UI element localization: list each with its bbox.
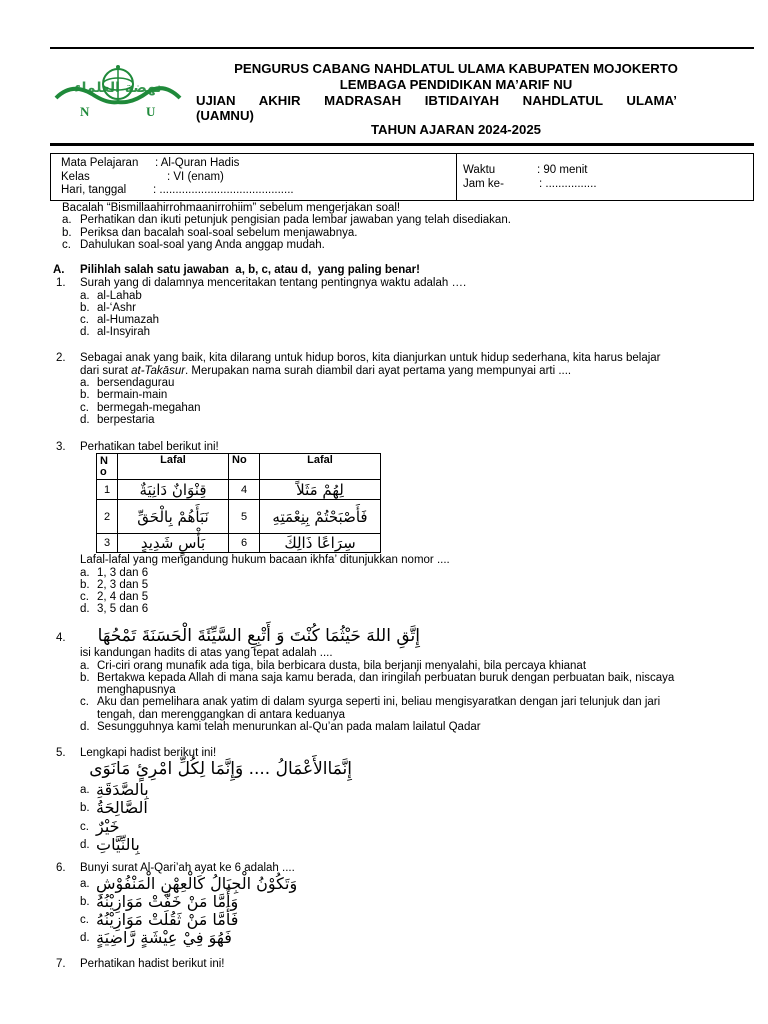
question-number: 2. bbox=[56, 352, 66, 364]
question-number: 3. bbox=[56, 441, 66, 453]
period-value: : ................ bbox=[539, 177, 597, 190]
question-3-prompt bbox=[0, 554, 768, 616]
table-cell-arabic: فَأَصْبَحْتُمْ بِنِعْمَتِهِ bbox=[260, 500, 381, 534]
option-text: 2, 4 dan 5 bbox=[97, 591, 149, 604]
instruction-item: Periksa dan bacalah soal-soal sebelum menjawabnya. bbox=[80, 226, 358, 239]
option-letter: b. bbox=[80, 802, 90, 814]
logo-arabic: نهضة العلماء bbox=[74, 80, 162, 96]
table-row bbox=[97, 480, 381, 500]
option-text: 2, 3 dan 5 bbox=[97, 578, 149, 591]
option-letter: b. bbox=[80, 301, 90, 314]
option-arabic: فَهُوَ فِيْ عِيْشَةٍ رَّاضِيَةٍ bbox=[96, 928, 232, 947]
hadith-arabic: إِنَّمَاالأَعْمَالُ .... وَإِنَّمَا لِكُلِّ امْرِئٍ مَانَوَى bbox=[89, 759, 352, 779]
instructions-list bbox=[0, 214, 768, 252]
header-organization: PENGURUS CABANG NAHDLATUL ULAMA KABUPATEN MOJOKERTO bbox=[234, 61, 678, 76]
table-row bbox=[97, 500, 381, 534]
option-letter: c. bbox=[80, 696, 89, 709]
hadith-arabic: إِتَّقِ اللهَ حَيْثُمَا كُنْتَ وَ أَتْبِعِ السَّيِّئَةَ الْحَسَنَةَ تَمْحُهَا bbox=[97, 626, 420, 646]
option-letter: d. bbox=[80, 839, 90, 851]
header-rule bbox=[50, 143, 754, 146]
option-arabic: وَتَكُوْنُ الْجِبَالُ كَالْعِهْنِ الْمَنْفُوْشِ bbox=[96, 874, 298, 893]
question-1 bbox=[0, 277, 768, 339]
subject-label: Mata Pelajaran bbox=[61, 157, 139, 169]
table-cell-arabic: قِنْوَانٌ دَانِيَةٌ bbox=[118, 480, 229, 500]
option-arabic: فَأَمَّا مَنْ ثَقُلَتْ مَوَازِيْنُهُ bbox=[96, 910, 239, 929]
option-text: bermegah-megahan bbox=[97, 401, 201, 414]
option-text: Cri-ciri orang munafik ada tiga, bila berbicara dusta, bila berjanji menyalahi, bila percaya khianat bbox=[97, 659, 587, 672]
question-text-cont: dari surat bbox=[80, 364, 132, 377]
question-text-cont: . Merupakan nama surah diambil dari ayat pertama yang mempunyai arti .... bbox=[185, 364, 572, 377]
lafal-table bbox=[96, 453, 381, 553]
question-text: Perhatikan tabel berikut ini! bbox=[80, 441, 219, 453]
class-value: : VI (enam) bbox=[167, 170, 224, 183]
top-rule bbox=[50, 47, 754, 49]
info-right bbox=[463, 164, 597, 191]
question-number: 1. bbox=[56, 277, 66, 289]
time-label: Waktu bbox=[463, 164, 496, 176]
question-text: Lafal-lafal yang mengandung hukum bacaan ikhfa’ ditunjukkan nomor .... bbox=[80, 554, 450, 566]
date-label: Hari, tanggal bbox=[61, 184, 127, 196]
option-letter: d. bbox=[80, 603, 90, 616]
option-text: berpestaria bbox=[97, 413, 155, 426]
table-cell: 3 bbox=[97, 534, 118, 553]
option-arabic: بِالنِّيَّاتِ bbox=[96, 835, 140, 854]
info-left bbox=[61, 157, 294, 198]
option-text: Sesungguhnya kami telah menurunkan al-Qu’an pada malam lailatul Qadar bbox=[97, 720, 481, 733]
period-label: Jam ke- bbox=[463, 177, 504, 190]
option-letter: b. bbox=[80, 671, 90, 684]
exam-info-box bbox=[50, 153, 754, 201]
option-letter: a. bbox=[80, 289, 90, 302]
option-text: 3, 5 dan 6 bbox=[97, 603, 149, 616]
instruction-letter: a. bbox=[62, 214, 72, 226]
table-cell-arabic: سِرَاعًا ذَالِكَ bbox=[260, 534, 381, 553]
date-value: : .......................................... bbox=[153, 184, 294, 196]
option-letter: d. bbox=[80, 326, 90, 339]
question-text: isi kandungan hadits di atas yang tepat adalah .... bbox=[80, 647, 333, 659]
option-letter: c. bbox=[80, 401, 89, 414]
question-number: 6. bbox=[56, 862, 66, 874]
question-6 bbox=[0, 862, 768, 875]
question-2 bbox=[0, 352, 768, 426]
header-exam-title: UJIAN AKHIR MADRASAH IBTIDAIYAH NAHDLATUL ULAMA’ bbox=[196, 93, 677, 108]
table-cell: 4 bbox=[229, 480, 260, 500]
logo-letter-n: N bbox=[80, 104, 90, 119]
table-cell: 1 bbox=[97, 480, 118, 500]
option-letter: d. bbox=[80, 413, 90, 426]
option-arabic: بِالصَّدَقَةِ bbox=[96, 780, 149, 799]
option-text: al-Insyirah bbox=[97, 326, 151, 339]
option-arabic: خَيْرٌ bbox=[96, 817, 120, 836]
option-text-cont: menghapusnya bbox=[97, 684, 176, 697]
option-letter: b. bbox=[80, 578, 90, 591]
table-cell: 5 bbox=[229, 500, 260, 534]
option-letter: c. bbox=[80, 914, 89, 926]
table-header: Lafal bbox=[118, 454, 229, 480]
table-header: N o bbox=[97, 454, 118, 480]
option-letter: a. bbox=[80, 784, 90, 796]
option-text: bermain-main bbox=[97, 389, 168, 402]
question-number: 5. bbox=[56, 747, 66, 759]
option-text-cont: tengah, dan merenggangkan di antara keduanya bbox=[97, 708, 346, 721]
option-letter: c. bbox=[80, 821, 89, 833]
option-letter: c. bbox=[80, 314, 89, 327]
instruction-letter: c. bbox=[62, 239, 71, 251]
question-text: Surah yang di dalamnya menceritakan tentang pentingnya waktu adalah …. bbox=[80, 277, 467, 289]
time-value: : 90 menit bbox=[537, 164, 588, 176]
option-letter: a. bbox=[80, 566, 90, 579]
option-text: bersendagurau bbox=[97, 377, 175, 389]
option-letter: a. bbox=[80, 878, 90, 890]
question-text: Lengkapi hadist berikut ini! bbox=[80, 747, 217, 759]
section-title: Pilihlah salah satu jawaban a, b, c, atau d, yang paling benar! bbox=[80, 264, 420, 276]
question-number: 7. bbox=[56, 958, 66, 970]
option-text: al-Lahab bbox=[97, 289, 142, 302]
question-4 bbox=[0, 647, 768, 733]
option-letter: b. bbox=[80, 896, 90, 908]
option-text: Bertakwa kepada Allah di mana saja kamu berada, dan iringilah perbuatan buruk dengan perbuatan baik, niscaya bbox=[97, 671, 675, 684]
instruction-item: Perhatikan dan ikuti petunjuk pengisian pada lembar jawaban yang telah disediakan. bbox=[80, 214, 511, 226]
option-letter: d. bbox=[80, 720, 90, 733]
option-text: 1, 3 dan 6 bbox=[97, 566, 149, 579]
table-cell: 2 bbox=[97, 500, 118, 534]
header-exam-abbr: (UAMNU) bbox=[196, 108, 254, 123]
option-letter: a. bbox=[80, 659, 90, 672]
table-header: No bbox=[229, 454, 260, 480]
instruction-item: Dahulukan soal-soal yang Anda anggap mudah. bbox=[80, 239, 325, 251]
table-cell-arabic: لِهُمْ مَثَلاً bbox=[260, 480, 381, 500]
subject-value: : Al-Quran Hadis bbox=[155, 157, 240, 169]
option-arabic: وَأَمَّا مَنْ خَفَّتْ مَوَازِيْنُهُ bbox=[96, 892, 239, 911]
surah-name: at-Takāsur bbox=[131, 364, 186, 377]
class-label: Kelas bbox=[61, 170, 90, 183]
question-number: 4. bbox=[56, 632, 66, 644]
table-header: Lafal bbox=[260, 454, 381, 480]
option-letter: d. bbox=[80, 932, 90, 944]
question-text: Perhatikan hadist berikut ini! bbox=[80, 958, 225, 970]
option-text: al-‘Ashr bbox=[97, 301, 136, 314]
option-letter: a. bbox=[80, 377, 90, 389]
option-letter: b. bbox=[80, 389, 90, 402]
section-label: A. bbox=[53, 264, 65, 276]
header-school-year: TAHUN AJARAN 2024-2025 bbox=[370, 122, 542, 137]
option-letter: c. bbox=[80, 591, 89, 604]
option-arabic: الصَّالِحَةُ bbox=[96, 798, 148, 817]
table-row bbox=[97, 534, 381, 553]
table-header-row bbox=[97, 454, 381, 480]
question-7 bbox=[0, 958, 768, 971]
instructions-intro: Bacalah “Bismillaahirrohmaanirrohiim” sebelum mengerjakan soal! bbox=[62, 202, 401, 214]
nu-logo bbox=[52, 64, 184, 124]
question-text: Bunyi surat Al-Qari’ah ayat ke 6 adalah .... bbox=[80, 862, 295, 874]
instruction-letter: b. bbox=[62, 226, 72, 239]
table-cell-arabic: نَبَأَهُمْ بِالْحَقِّ bbox=[118, 500, 229, 534]
option-text: Aku dan pemelihara anak yatim di dalam syurga seperti ini, beliau mengisyaratkan dengan jari telunjuk dan jari bbox=[97, 696, 661, 709]
option-text: al-Humazah bbox=[97, 314, 159, 327]
header-institution: LEMBAGA PENDIDIKAN MA’ARIF NU bbox=[339, 77, 573, 92]
question-text: Sebagai anak yang baik, kita dilarang untuk hidup boros, kita dianjurkan untuk hidup sederhana, kita harus belajar bbox=[80, 352, 661, 364]
question-3 bbox=[0, 441, 768, 454]
table-cell: 6 bbox=[229, 534, 260, 553]
info-divider bbox=[456, 154, 457, 200]
logo-letter-u: U bbox=[146, 104, 156, 119]
table-cell-arabic: بَأْسٍ شَدِيدٍ bbox=[118, 534, 229, 553]
